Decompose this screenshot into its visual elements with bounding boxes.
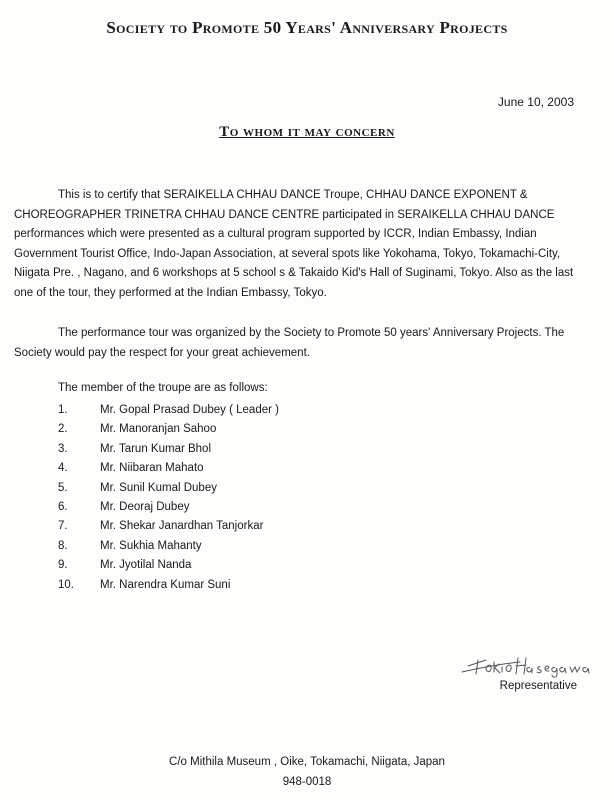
paragraph-text: This is to certify that SERAIKELLA CHHAU DANCE Troupe, CHHAU DANCE EXPONENT & CHOREOGRAPHER TRINETRA CHHAU DANCE CENTRE participated in SERAIKELLA CHHAU DANCE performances which were presented as a cultural program supported by ICCR, Indian Embassy, Indian Government Tourist Office, Indo-Japan Association, at several spots like Yokohama, Tokyo, Tokamachi-City, Niigata Pre. , Nagano, and 6 workshops at 5 school s & Takaido Kid's Hall of Suginami, Tokyo. Also as the last one of the tour, they performed at the Indian Embassy, Tokyo. — [14, 189, 574, 299]
list-item — [58, 440, 279, 459]
address-block — [0, 752, 614, 792]
member-name: Mr. Jyotilal Nanda — [100, 559, 192, 572]
member-number: 10. — [58, 578, 74, 591]
member-name: Mr. Niibaran Mahato — [100, 462, 204, 475]
member-number: 8. — [58, 539, 68, 552]
letter-heading: To whom it may concern — [219, 124, 395, 140]
list-item — [58, 479, 279, 498]
member-name: Mr. Narendra Kumar Suni — [100, 578, 231, 591]
member-number: 4. — [58, 462, 68, 475]
member-number: 7. — [58, 520, 68, 533]
member-number: 2. — [58, 423, 68, 436]
postal-code: 948-0018 — [282, 776, 332, 788]
certification-paragraph — [14, 186, 584, 303]
address-line: C/o Mithila Museum , Oike, Tokamachi, Niigata, Japan — [169, 756, 445, 768]
handwritten-signature — [460, 648, 610, 684]
members-list — [58, 401, 279, 595]
list-item — [58, 498, 279, 517]
member-name: Mr. Sukhia Mahanty — [100, 539, 202, 552]
paragraph-text: The performance tour was organized by the Society to Promote 50 years' Anniversary Projects. The Society would pay the respect for your great achievement. — [14, 327, 565, 359]
organizer-paragraph — [14, 324, 584, 363]
list-item — [58, 537, 279, 556]
list-item — [58, 459, 279, 478]
member-name: Mr. Shekar Janardhan Tanjorkar — [100, 520, 264, 533]
member-number: 1. — [58, 404, 68, 416]
member-number: 6. — [58, 500, 68, 513]
member-name: Mr. Tarun Kumar Bhol — [100, 442, 212, 455]
list-item — [58, 517, 279, 536]
members-intro: The member of the troupe are as follows: — [58, 382, 268, 394]
list-item — [58, 576, 279, 595]
representative-label: Representative — [499, 680, 577, 692]
member-name: Mr. Gopal Prasad Dubey ( Leader ) — [100, 404, 279, 416]
letterhead-title: Society to Promote 50 Years' Anniversary Projects — [106, 18, 508, 37]
list-item — [58, 401, 279, 420]
list-item — [58, 556, 279, 575]
member-name: Mr. Manoranjan Sahoo — [100, 423, 217, 436]
letter-date: June 10, 2003 — [497, 95, 574, 109]
list-item — [58, 420, 279, 439]
member-name: Mr. Deoraj Dubey — [100, 500, 190, 513]
member-number: 9. — [58, 559, 68, 572]
member-number: 5. — [58, 481, 68, 494]
member-name: Mr. Sunil Kumal Dubey — [100, 481, 217, 494]
member-number: 3. — [58, 442, 68, 455]
